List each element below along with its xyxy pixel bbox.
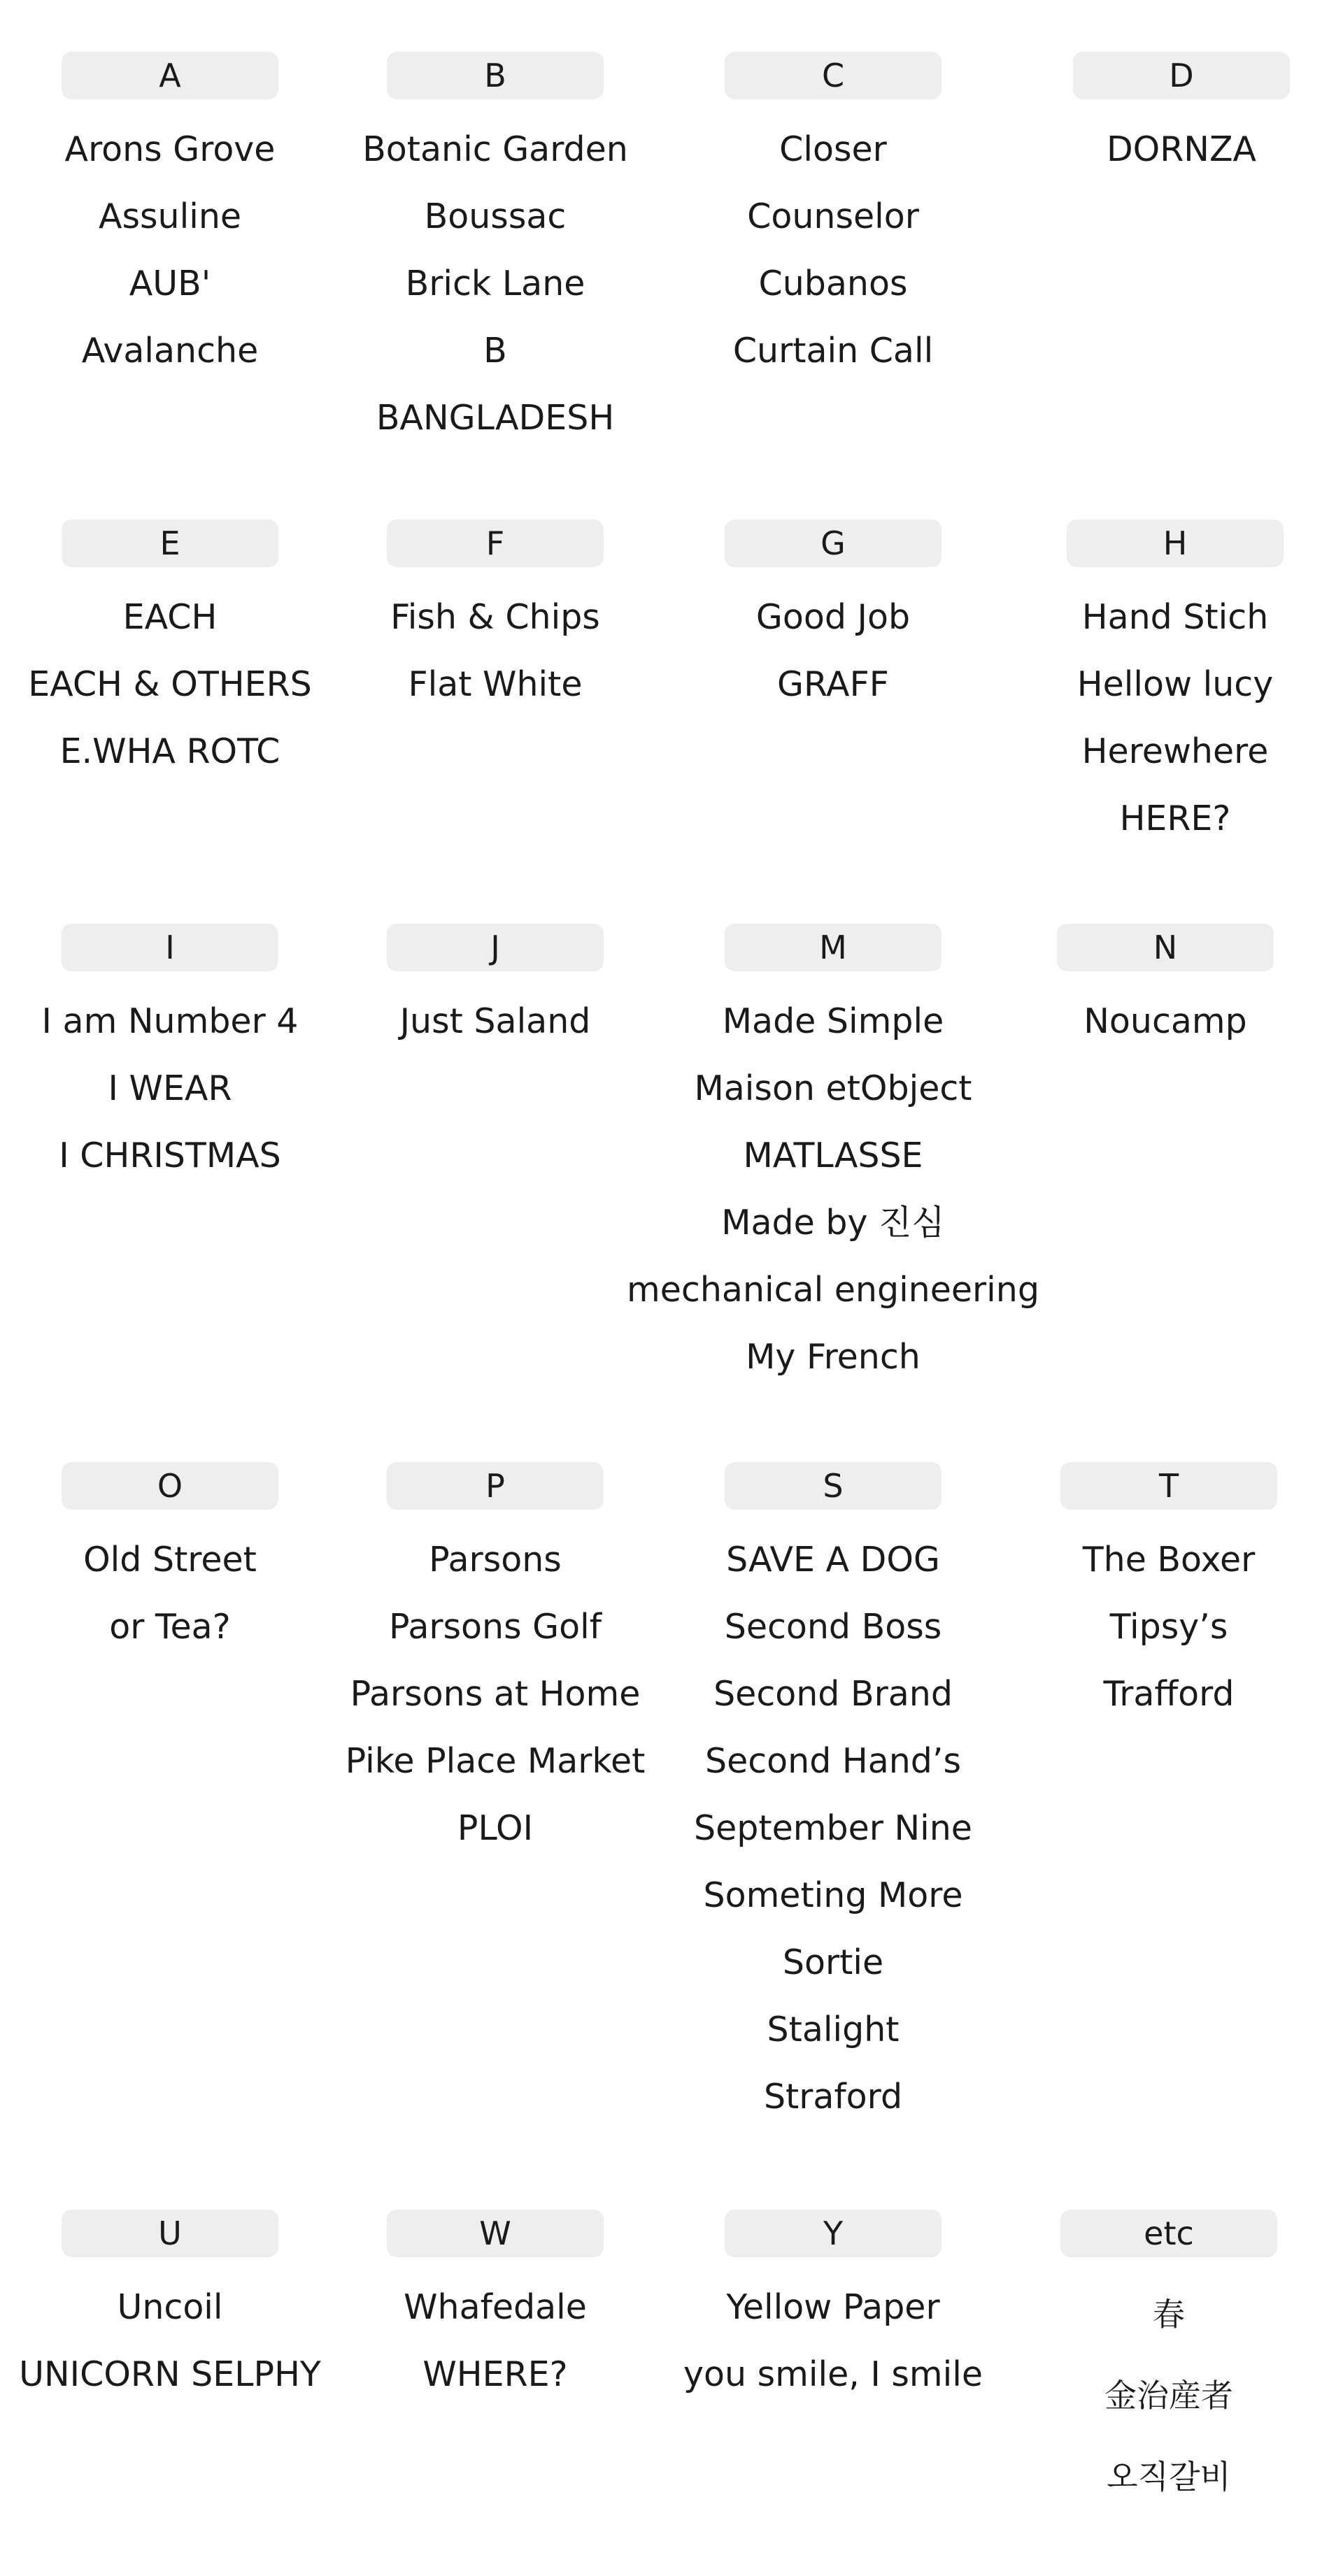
brand-link[interactable]: MATLASSE: [743, 1136, 923, 1175]
brand-group-etc: [1060, 2210, 1277, 2517]
brand-list-y: [683, 2274, 983, 2408]
brand-link[interactable]: Arons Grove: [64, 129, 276, 169]
brand-group-u: [19, 2210, 321, 2408]
brand-list-i: [42, 988, 299, 1189]
brand-group-b: [362, 52, 628, 452]
brand-link[interactable]: Yellow Paper: [726, 2287, 940, 2327]
brand-link[interactable]: The Boxer: [1082, 1540, 1256, 1580]
brand-list-s: [694, 1526, 972, 2131]
letter-header-h: H: [1067, 520, 1284, 567]
letter-header-f: F: [387, 520, 604, 567]
letter-header-a: A: [62, 52, 278, 99]
brand-link[interactable]: Uncoil: [117, 2287, 223, 2327]
brand-link[interactable]: Just Saland: [399, 1001, 591, 1041]
brand-list-f: [390, 584, 600, 718]
brand-link[interactable]: Avalanche: [81, 331, 259, 371]
letter-header-b: B: [387, 52, 604, 99]
brand-link[interactable]: Pike Place Market: [345, 1741, 646, 1781]
letter-header-e: E: [62, 520, 278, 567]
brand-link[interactable]: GRAFF: [777, 664, 889, 704]
brand-group-t: [1060, 1462, 1277, 1728]
brand-list-m: [627, 988, 1039, 1391]
brand-link[interactable]: Stalight: [767, 2010, 900, 2049]
letter-header-etc: etc: [1060, 2210, 1277, 2257]
brand-list-w: [404, 2274, 587, 2408]
brand-link[interactable]: mechanical engineering: [627, 1270, 1039, 1310]
brand-list-t: [1083, 1526, 1256, 1728]
brand-list-etc: [1104, 2274, 1233, 2517]
brand-link[interactable]: Cubanos: [758, 264, 908, 303]
letter-header-s: S: [725, 1462, 941, 1510]
letter-header-w: W: [387, 2210, 604, 2257]
letter-header-m: M: [725, 924, 941, 971]
brand-group-h: [1067, 520, 1284, 852]
letter-header-n: N: [1057, 924, 1274, 971]
brand-link[interactable]: HERE?: [1119, 799, 1231, 838]
brand-group-g: [725, 520, 941, 718]
brand-link[interactable]: BANGLADESH: [376, 398, 615, 438]
brand-link[interactable]: E.WHA ROTC: [59, 731, 280, 771]
brand-list-e: [28, 584, 312, 785]
brand-group-d: [1073, 52, 1290, 183]
brand-link[interactable]: AUB': [129, 264, 211, 303]
brand-link[interactable]: Boussac: [424, 196, 567, 236]
brand-link[interactable]: EACH & OTHERS: [28, 664, 312, 704]
letter-header-j: J: [387, 924, 604, 971]
brand-link[interactable]: Brick Lane: [405, 264, 585, 303]
brand-link[interactable]: 金治産者: [1104, 2377, 1233, 2414]
brand-link[interactable]: Trafford: [1103, 1674, 1235, 1714]
brand-link[interactable]: Whafedale: [404, 2287, 587, 2327]
letter-header-d: D: [1073, 52, 1290, 99]
brand-link[interactable]: Someting More: [703, 1875, 963, 1915]
letter-header-u: U: [62, 2210, 278, 2257]
brand-link[interactable]: September Nine: [694, 1808, 972, 1848]
brand-link[interactable]: PLOI: [457, 1808, 534, 1848]
letter-header-o: O: [62, 1462, 278, 1510]
brand-list-p: [346, 1526, 646, 1862]
letter-header-g: G: [725, 520, 941, 567]
brand-link[interactable]: you smile, I smile: [683, 2354, 983, 2394]
brand-list-b: [362, 116, 628, 452]
brand-group-a: [62, 52, 278, 385]
brand-link[interactable]: SAVE A DOG: [726, 1540, 940, 1580]
brand-link[interactable]: I WEAR: [108, 1068, 232, 1108]
brand-link[interactable]: Second Boss: [724, 1607, 942, 1647]
brand-list-c: [733, 116, 933, 385]
brand-link[interactable]: Parsons Golf: [388, 1607, 602, 1647]
brand-list-o: [83, 1526, 257, 1661]
brand-group-o: [62, 1462, 278, 1661]
letter-header-c: C: [725, 52, 941, 99]
brand-link[interactable]: Tipsy’s: [1109, 1607, 1228, 1647]
brand-link[interactable]: Made by 진심: [721, 1203, 945, 1243]
brand-link[interactable]: Botanic Garden: [362, 129, 628, 169]
brand-link[interactable]: Closer: [779, 129, 887, 169]
brand-link[interactable]: Straford: [763, 2077, 903, 2117]
brand-group-p: [346, 1462, 646, 1862]
brand-link[interactable]: Assuline: [98, 196, 242, 236]
brand-link[interactable]: Parsons at Home: [350, 1674, 641, 1714]
brand-list-h: [1077, 584, 1273, 852]
brand-list-u: [19, 2274, 321, 2408]
brand-link[interactable]: UNICORN SELPHY: [19, 2354, 321, 2394]
brand-group-f: [387, 520, 604, 718]
brand-link[interactable]: Sortie: [782, 1942, 884, 1982]
brand-link[interactable]: I am Number 4: [41, 1001, 299, 1041]
brand-link[interactable]: I CHRISTMAS: [59, 1136, 281, 1175]
brand-link[interactable]: WHERE?: [422, 2354, 568, 2394]
brand-list-d: [1107, 116, 1256, 183]
brand-link[interactable]: EACH: [122, 597, 218, 637]
brand-link[interactable]: Hellow lucy: [1076, 664, 1274, 704]
brand-list-j: [400, 988, 591, 1055]
brand-group-m: [627, 924, 1039, 1391]
brand-link[interactable]: Hand Stich: [1081, 597, 1269, 637]
brand-group-y: [683, 2210, 983, 2408]
brand-link[interactable]: Second Brand: [713, 1674, 953, 1714]
brand-link[interactable]: Parsons: [429, 1540, 562, 1580]
brand-link[interactable]: Flat White: [408, 664, 583, 704]
brand-link[interactable]: Herewhere: [1081, 731, 1269, 771]
brand-group-e: [28, 520, 312, 785]
brand-link[interactable]: Second Hand’s: [704, 1741, 962, 1781]
letter-header-p: P: [387, 1462, 604, 1510]
brand-group-w: [387, 2210, 604, 2408]
brand-link[interactable]: 오직갈비: [1107, 2458, 1231, 2496]
letter-header-t: T: [1060, 1462, 1277, 1510]
brand-group-n: [1057, 924, 1274, 1055]
brand-link[interactable]: My French: [746, 1337, 921, 1377]
letter-header-y: Y: [725, 2210, 941, 2257]
brand-link[interactable]: Counselor: [747, 196, 919, 236]
brand-link[interactable]: DORNZA: [1106, 129, 1257, 169]
brand-link[interactable]: 春: [1153, 2296, 1185, 2333]
brand-group-c: [725, 52, 941, 385]
brand-list-g: [756, 584, 910, 718]
brand-link[interactable]: or Tea?: [109, 1607, 231, 1647]
brand-list-n: [1083, 988, 1247, 1055]
brand-group-i: [42, 924, 299, 1189]
brand-link[interactable]: B: [483, 331, 507, 371]
brand-link[interactable]: Noucamp: [1083, 1001, 1247, 1041]
brand-list-a: [65, 116, 276, 385]
letter-header-i: I: [62, 924, 278, 971]
brand-link[interactable]: Maison etObject: [694, 1068, 972, 1108]
brand-link[interactable]: Made Simple: [722, 1001, 944, 1041]
brand-group-s: [694, 1462, 972, 2131]
brand-link[interactable]: Curtain Call: [732, 331, 934, 371]
brand-link[interactable]: Good Job: [755, 597, 911, 637]
brand-link[interactable]: Old Street: [83, 1540, 257, 1580]
brand-link[interactable]: Fish & Chips: [390, 597, 600, 637]
brand-group-j: [387, 924, 604, 1055]
